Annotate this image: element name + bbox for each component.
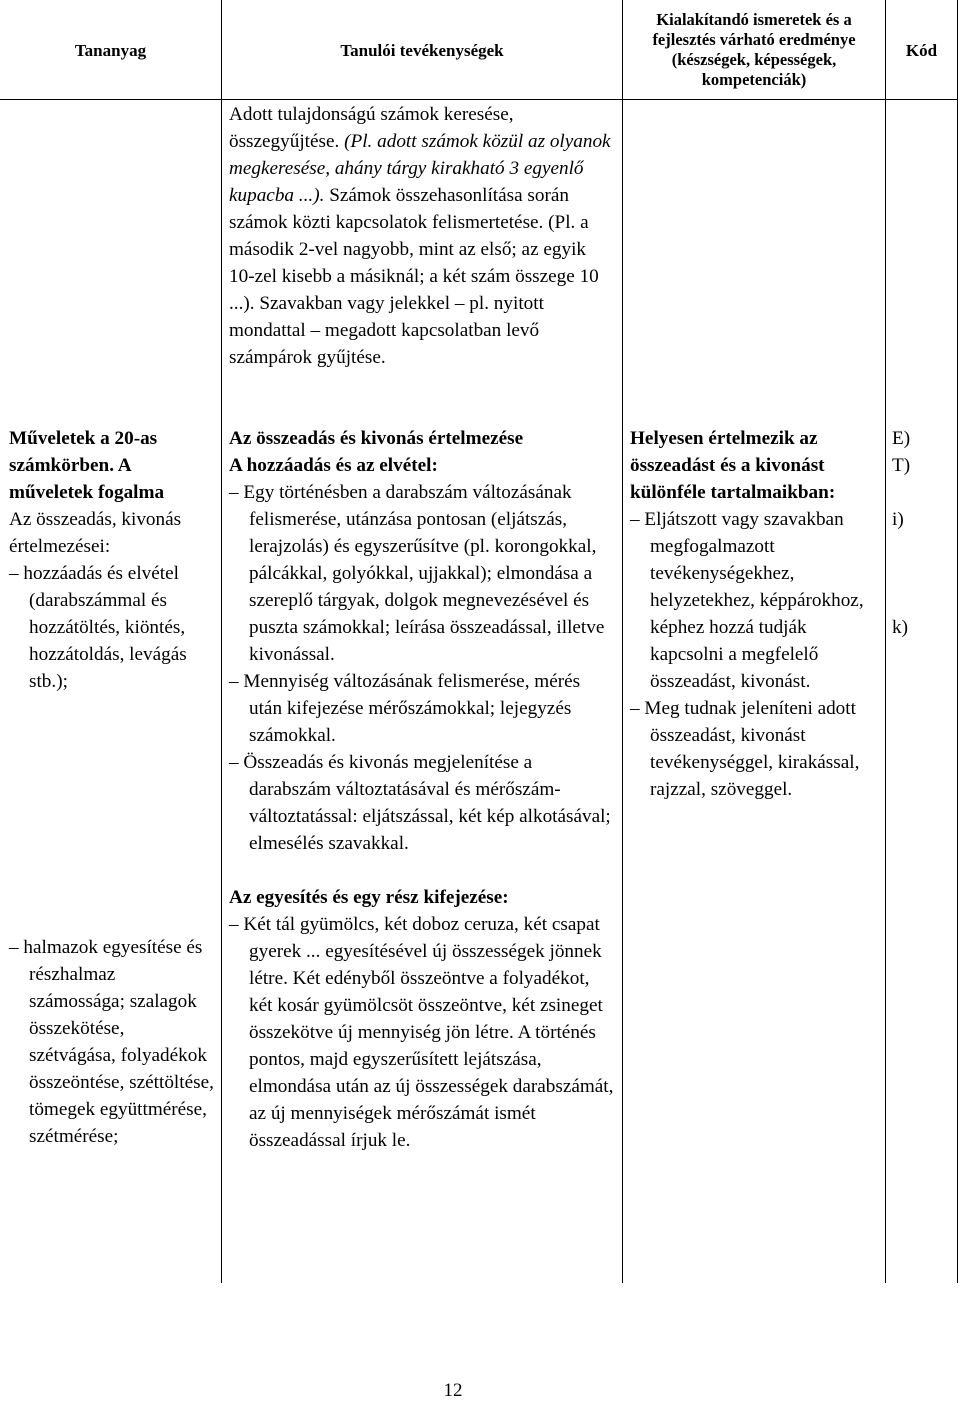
- activities-item: – Két tál gyümölcs, két doboz ceruza, két csapat gyerek ... egyesítésével új összességek jönnek létre. Két edényből összeöntve a folyadékot, két kosár gyümölcsöt összeöntve, két zsineget összekötve új mennyiség jön létre. A történés pontos, majd egyszerűsített lejátszása, elmondása után az új összességek darabszámát, az új mennyiségek mérőszámát ismét összeadással írjuk le.: [229, 914, 614, 1151]
- table-right-border: [957, 0, 958, 1283]
- code-value: k): [892, 617, 908, 638]
- topic-intro: Az összeadás, kivonás értelmezései:: [9, 509, 182, 557]
- activities-cell: [229, 425, 617, 1154]
- activities-heading-2: Az egyesítés és egy rész kifejezése:: [229, 887, 509, 908]
- code-value: i): [892, 509, 904, 530]
- column-divider: [885, 0, 886, 1283]
- activities-example: (Pl. adott számok közül az olyanok megkeresése, ahány tárgy kirakható 3 egyenlő kupacba ...).: [229, 131, 611, 206]
- activities-heading: Az összeadás és kivonás értelmezése: [229, 428, 524, 449]
- activities-text: Adott tulajdonságú számok keresése, összegyűjtése.: [229, 104, 514, 152]
- topic-item: – hozzáadás és elvétel (darabszámmal és hozzátöltés, kiöntés, hozzátoldás, levágás stb.);: [9, 563, 187, 692]
- code-value: T): [892, 455, 911, 476]
- outcomes-cell: [630, 425, 880, 803]
- topic-title: Műveletek a 20-as számkörben. A műveletek fogalma: [9, 428, 165, 503]
- activities-item: – Összeadás és kivonás megjelenítése a darabszám változtatásával és mérőszám-változtatással: eljátszással, két kép alkotásával; elmesélés szavakkal.: [229, 752, 611, 854]
- page-number: 12: [443, 1380, 463, 1401]
- outcomes-item: – Eljátszott vagy szavakban megfogalmazott tevékenységekhez, helyzetekhez, képpárokhoz, képhez hozzá tudják kapcsolni a megfelelő összeadást, kivonást.: [630, 509, 864, 692]
- column-divider: [221, 0, 222, 1283]
- header-activities: Tanulói tevékenységek: [340, 40, 504, 60]
- header-topic: Tananyag: [74, 40, 147, 60]
- outcomes-item: – Meg tudnak jeleníteni adott összeadást, kivonást tevékenységgel, kirakással, rajzzal, szöveggel.: [630, 698, 860, 800]
- column-divider: [622, 0, 623, 1283]
- activities-subheading: A hozzáadás és az elvétel:: [229, 455, 438, 476]
- topic-cell: [9, 425, 215, 695]
- topic-cell-continued: [9, 934, 215, 1150]
- outcomes-heading: Helyesen értelmezik az összeadást és a kivonást különféle tartalmaikban:: [630, 428, 836, 503]
- activities-item: – Mennyiség változásának felismerése, mérés után kifejezése mérőszámokkal; lejegyzés számokkal.: [229, 671, 581, 746]
- activities-text: Számok összehasonlítása során számok közti kapcsolatok felismertetése. (Pl. a második 2-vel nagyobb, mint az első; az egyik 10-zel kisebb a másiknál; a két szám összege 10 ...). Szavakban vagy jelekkel – pl. nyitott mondattal – megadott kapcsolatban levő számpárok gyűjtése.: [229, 185, 599, 368]
- code-value: E): [892, 428, 911, 449]
- activities-continuation: [229, 101, 615, 371]
- code-cell: [892, 425, 954, 641]
- activities-item: – Egy történésben a darabszám változásának felismerése, utánzása pontosan (eljátszás, lerajzolás) és egyszerűsítve (pl. korongokkal, pálcákkal, golyókkal, ujjakkal); elmondása a szereplő tárgyak, dolgok megnevezésével és puszta számokkal; leírása összeadással, illetve kivonással.: [229, 482, 605, 665]
- header-code: Kód: [905, 40, 938, 60]
- header-outcomes: Kialakítandó ismeretek és a fejlesztés várható eredménye (készségek, képességek, kompetenciák): [652, 10, 856, 89]
- topic-item: – halmazok egyesítése és részhalmaz számossága; szalagok összekötése, szétvágása, folyadékok összeöntése, széttöltése, tömegek együttmérése, szétmérése;: [9, 937, 214, 1147]
